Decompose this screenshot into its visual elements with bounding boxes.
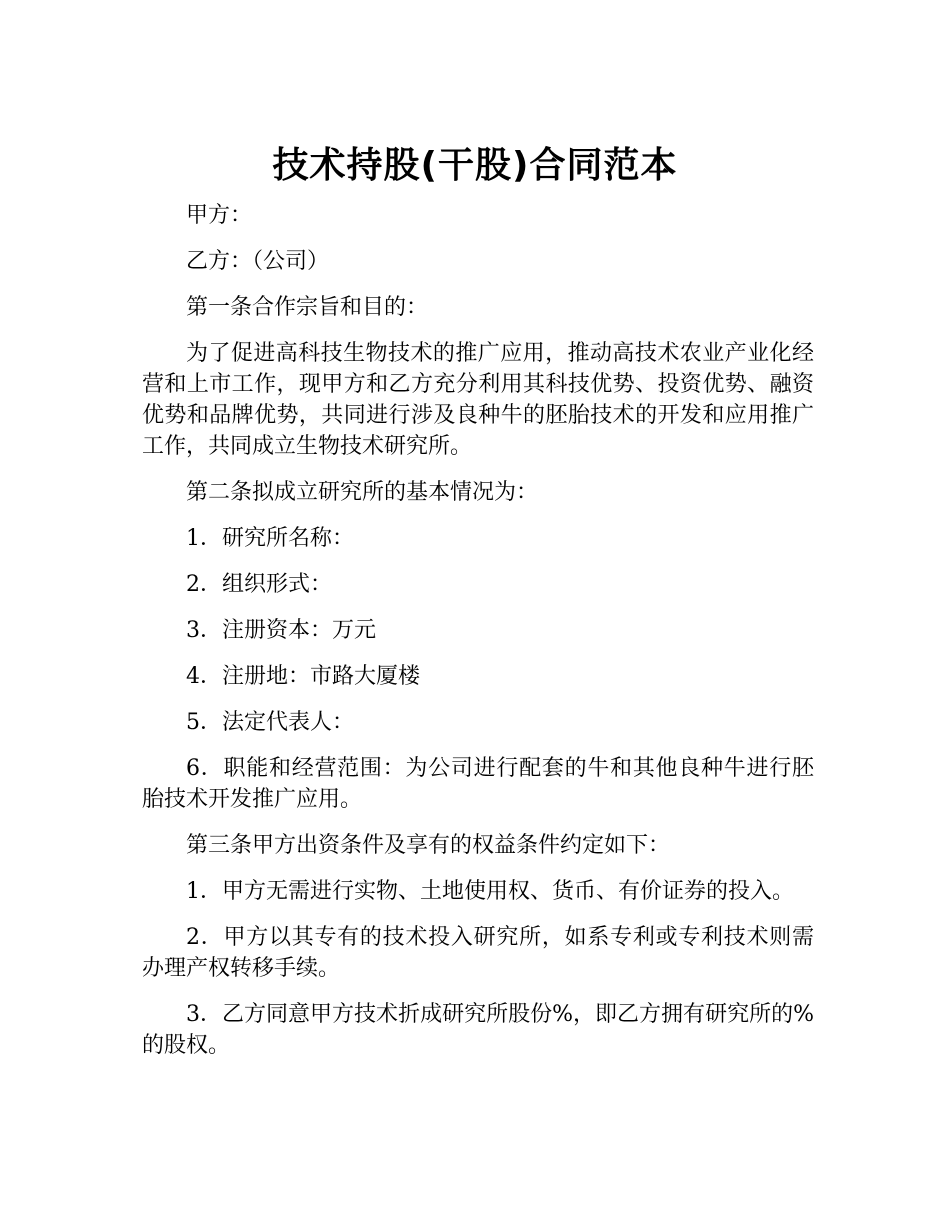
article-2-item-3: 3．注册资本：万元 <box>186 618 376 643</box>
article-2-heading: 第二条拟成立研究所的基本情况为： <box>186 480 539 505</box>
party-a-line: 甲方： <box>186 203 253 228</box>
document-body <box>142 200 814 1076</box>
article-1-heading: 第一条合作宗旨和目的： <box>186 295 429 320</box>
party-b-line: 乙方：（公司） <box>186 249 330 274</box>
article-1-body: 为了促进高科技生物技术的推广应用，推动高技术农业产业化经营和上市工作，现甲方和乙方充分利用其科技优势、投资优势、融资优势和品牌优势，共同进行涉及良种牛的胚胎技术的开发和应用推广工作，共同成立生物技术研究所。 <box>142 341 814 459</box>
article-3-heading: 第三条甲方出资条件及享有的权益条件约定如下： <box>186 833 671 858</box>
article-2-item-1: 1．研究所名称： <box>186 526 354 551</box>
article-2-item-2: 2．组织形式： <box>186 572 332 597</box>
article-2-item-6: 6．职能和经营范围：为公司进行配套的牛和其他良种牛进行胚胎技术开发推广应用。 <box>142 756 814 812</box>
article-2-item-5: 5．法定代表人： <box>186 710 354 735</box>
article-3-item-3: 3．乙方同意甲方技术折成研究所股份%，即乙方拥有研究所的%的股权。 <box>142 1002 814 1058</box>
article-3-item-1: 1．甲方无需进行实物、土地使用权、货币、有价证券的投入。 <box>186 879 794 904</box>
article-2-item-4: 4．注册地：市路大厦楼 <box>186 664 420 689</box>
document-title: 技术持股(干股)合同范本 <box>272 145 678 187</box>
article-3-item-2: 2．甲方以其专有的技术投入研究所，如系专利或专利技术则需办理产权转移手续。 <box>142 925 814 981</box>
